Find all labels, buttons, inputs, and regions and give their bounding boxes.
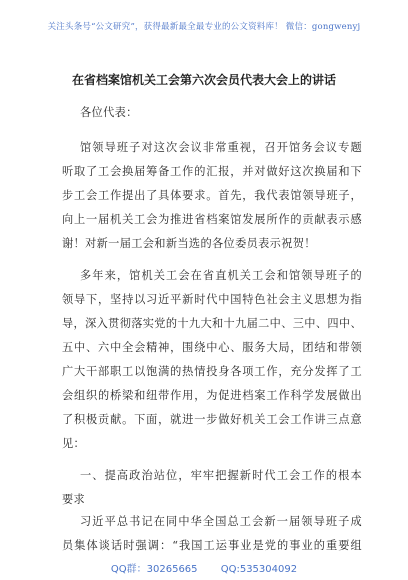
paragraph-line: 听取了工会换届筹备工作的汇报，并对做好这次换届和下 bbox=[62, 165, 362, 178]
paragraph-line: 见： bbox=[62, 437, 86, 450]
header-note: 关注头条号“公文研究”，获得最新最全最专业的公文资料库！ 微信：gongwenyj bbox=[47, 22, 361, 32]
salutation: 各位代表： bbox=[80, 106, 138, 119]
paragraph-line: 五中、六中全会精神，围绕中心、服务大局，团结和带领 bbox=[62, 341, 362, 354]
footer-qq-group: QQ群：30265665 bbox=[110, 564, 198, 575]
footer-contacts bbox=[0, 560, 408, 575]
paragraph-line: 馆领导班子对这次会议非常重视，召开馆务会议专题 bbox=[80, 141, 362, 154]
paragraph-line: 员集体谈话时强调：“我国工运事业是党的事业的重要组 bbox=[62, 539, 362, 552]
paragraph-line: 习近平总书记在同中华全国总工会新一届领导班子成 bbox=[80, 515, 362, 528]
paragraph-line: 步工会工作提出了具体要求。首先，我代表馆领导班子， bbox=[62, 189, 362, 202]
section-heading: 要求 bbox=[62, 493, 86, 506]
paragraph-line: 领导下，坚持以习近平新时代中国特色社会主义思想为指 bbox=[62, 293, 362, 306]
footer-qq: QQ:535304092 bbox=[220, 564, 298, 575]
paragraph-line: 会组织的桥梁和纽带作用，为促进档案工作科学发展做出 bbox=[62, 389, 362, 402]
section-heading: 一、提高政治站位，牢牢把握新时代工会工作的根本 bbox=[80, 469, 362, 482]
paragraph-line: 谢！对新一届工会和新当选的各位委员表示祝贺！ bbox=[62, 237, 316, 250]
paragraph-line: 广大干部职工以饱满的热情投身各项工作，充分发挥了工 bbox=[62, 365, 362, 378]
paragraph-line: 了积极贡献。下面，就进一步做好机关工会工作讲三点意 bbox=[62, 413, 362, 426]
paragraph-line: 多年来，馆机关工会在省直机关工会和馆领导班子的 bbox=[80, 269, 362, 282]
document-title: 在省档案馆机关工会第六次会员代表大会上的讲话 bbox=[71, 73, 336, 87]
paragraph-line: 导，深入贯彻落实党的十九大和十九届二中、三中、四中、 bbox=[62, 317, 362, 330]
paragraph-line: 向上一届机关工会为推进省档案馆发展所作的贡献表示感 bbox=[62, 213, 362, 226]
